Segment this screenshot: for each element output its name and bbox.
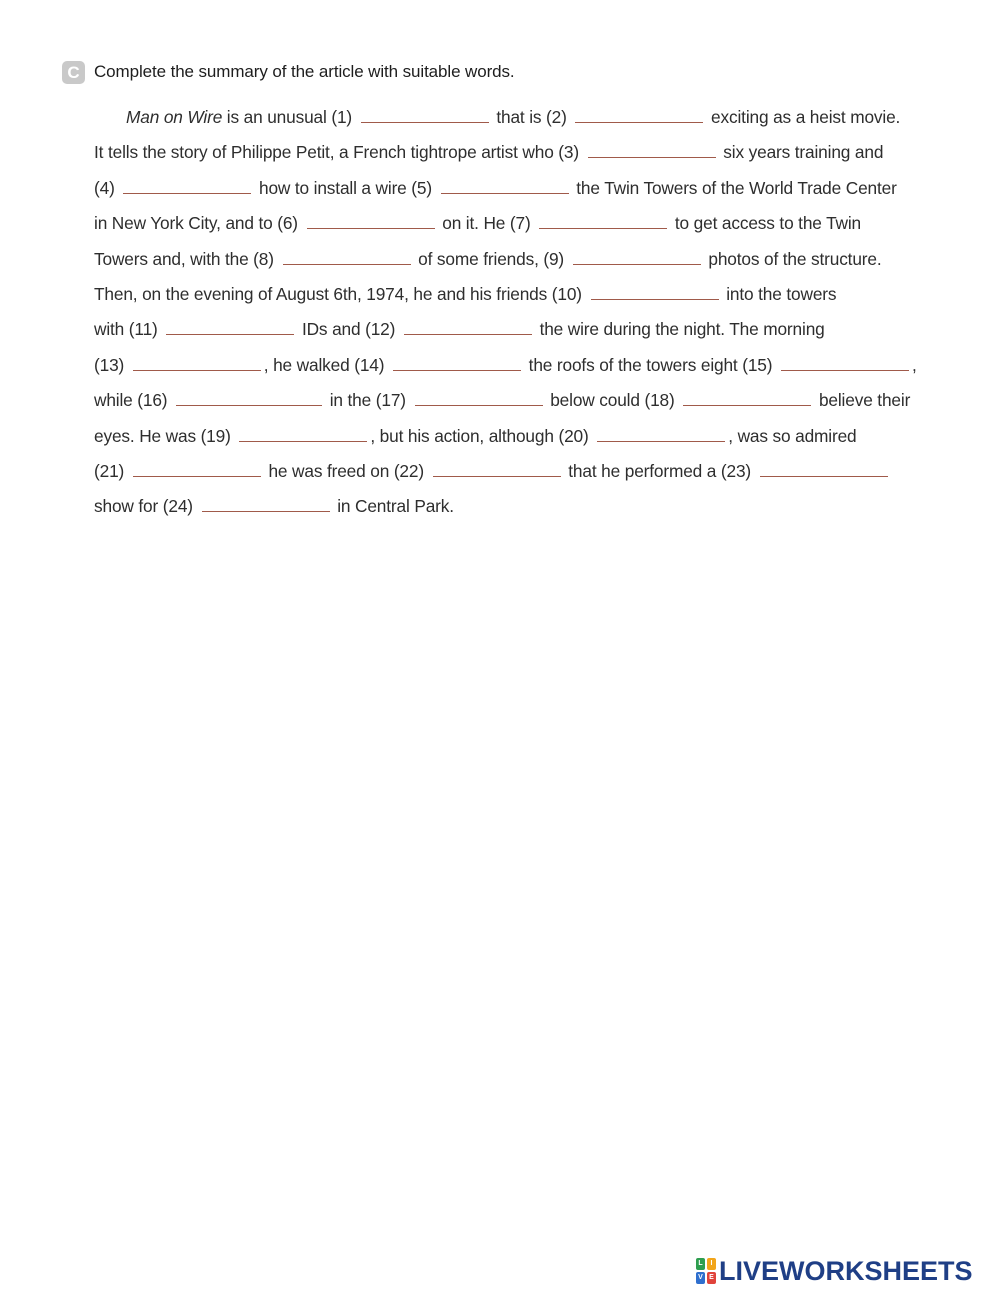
- passage-text: on it. He (7): [442, 213, 531, 234]
- logo-text: LIVEWORKSHEETS: [719, 1255, 973, 1286]
- answer-blank-10[interactable]: [591, 283, 719, 300]
- passage-text: the roofs of the towers eight (15): [528, 354, 773, 375]
- passage-text: in New York City, and to (6): [94, 213, 298, 234]
- passage-text: in Central Park.: [337, 496, 454, 517]
- passage-line: [94, 348, 954, 383]
- answer-blank-9[interactable]: [573, 248, 701, 265]
- answer-blank-24[interactable]: [202, 495, 330, 512]
- answer-blank-2[interactable]: [575, 106, 703, 123]
- passage-line: [94, 242, 954, 277]
- answer-blank-8[interactable]: [283, 248, 411, 265]
- passage-text: , was so admired: [728, 425, 857, 446]
- passage-text: eyes. He was (19): [94, 425, 231, 446]
- summary-passage: [94, 100, 954, 525]
- passage-text: the wire during the night. The morning: [539, 319, 825, 340]
- answer-blank-12[interactable]: [404, 318, 532, 335]
- passage-line: [94, 206, 954, 241]
- passage-text: that is (2): [496, 107, 567, 127]
- passage-text: exciting as a heist movie.: [711, 107, 901, 127]
- answer-blank-19[interactable]: [239, 425, 367, 442]
- answer-blank-13[interactable]: [133, 354, 261, 371]
- passage-text: six years training and: [723, 142, 884, 163]
- passage-text: , but his action, although (20): [370, 425, 589, 446]
- passage-text: Towers and, with the (8): [94, 248, 274, 269]
- passage-text: It tells the story of Philippe Petit, a French tightrope artist who (3): [94, 142, 579, 163]
- logo-letter: V: [696, 1272, 705, 1284]
- passage-text: (13): [94, 354, 125, 375]
- passage-text: while (16): [94, 390, 168, 411]
- passage-text: that he performed a (23): [568, 460, 752, 481]
- answer-blank-18[interactable]: [683, 389, 811, 406]
- passage-text: how to install a wire (5): [258, 177, 432, 198]
- answer-blank-5[interactable]: [441, 177, 569, 194]
- answer-blank-23[interactable]: [760, 460, 888, 477]
- answer-blank-16[interactable]: [176, 389, 322, 406]
- answer-blank-1[interactable]: [361, 106, 489, 123]
- passage-text: in the (17): [329, 390, 406, 411]
- passage-text: below could (18): [550, 390, 675, 411]
- passage-text: (4): [94, 177, 115, 198]
- passage-text: , he walked (14): [263, 354, 385, 375]
- logo-mark-icon: [696, 1258, 716, 1284]
- passage-line: [94, 383, 954, 418]
- passage-line: [94, 419, 954, 454]
- passage-text: he was freed on (22): [268, 460, 424, 481]
- passage-line: [94, 489, 954, 524]
- passage-text: of some friends, (9): [418, 248, 565, 269]
- answer-blank-6[interactable]: [307, 212, 435, 229]
- passage-line: [94, 312, 954, 347]
- passage-text: IDs and (12): [301, 319, 396, 340]
- passage-line: [94, 454, 954, 489]
- answer-blank-22[interactable]: [433, 460, 561, 477]
- passage-line: [94, 171, 954, 206]
- exercise-header: [62, 59, 515, 85]
- passage-text: (21): [94, 460, 125, 481]
- passage-text: ,: [912, 354, 917, 375]
- answer-blank-11[interactable]: [166, 318, 294, 335]
- passage-text: with (11): [94, 319, 158, 340]
- liveworksheets-logo: [696, 1255, 973, 1287]
- exercise-instruction: Complete the summary of the article with suitable words.: [94, 62, 515, 81]
- film-title: Man on Wire: [126, 107, 223, 127]
- answer-blank-15[interactable]: [781, 354, 909, 371]
- answer-blank-21[interactable]: [133, 460, 261, 477]
- answer-blank-4[interactable]: [123, 177, 251, 194]
- passage-text: believe their: [818, 390, 911, 411]
- passage-text: Then, on the evening of August 6th, 1974, he and his friends (10): [94, 283, 582, 304]
- passage-text: the Twin Towers of the World Trade Center: [576, 177, 897, 198]
- logo-letter: I: [707, 1258, 716, 1270]
- passage-text: is an unusual (1): [222, 107, 353, 127]
- logo-letter: E: [707, 1272, 716, 1284]
- answer-blank-3[interactable]: [588, 141, 716, 158]
- answer-blank-14[interactable]: [393, 354, 521, 371]
- passage-text: photos of the structure.: [708, 248, 882, 269]
- passage-line: [94, 277, 954, 312]
- section-badge: C: [62, 61, 85, 84]
- passage-line: [94, 100, 954, 135]
- answer-blank-7[interactable]: [539, 212, 667, 229]
- answer-blank-17[interactable]: [415, 389, 543, 406]
- logo-letter: L: [696, 1258, 705, 1270]
- answer-blank-20[interactable]: [597, 425, 725, 442]
- passage-text: show for (24): [94, 496, 193, 517]
- passage-text: into the towers: [726, 283, 837, 304]
- passage-text: to get access to the Twin: [674, 213, 862, 234]
- passage-line: [94, 135, 954, 170]
